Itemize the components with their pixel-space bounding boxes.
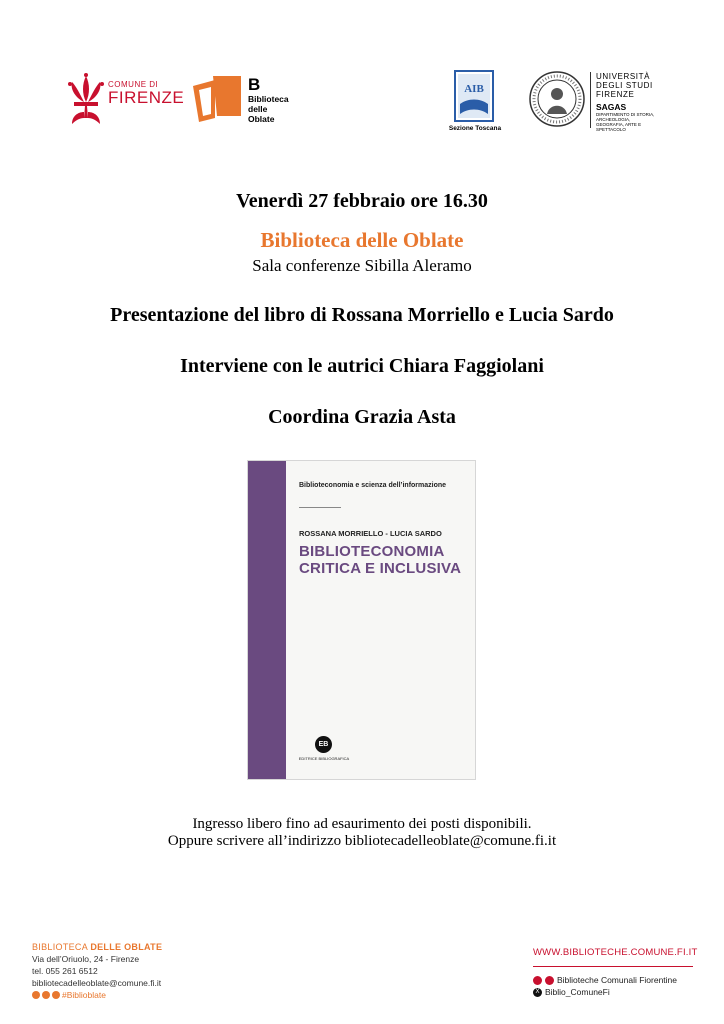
book-spine-band	[248, 461, 286, 779]
footer-social-x[interactable]	[533, 986, 693, 998]
publisher-logo-icon: EB	[315, 736, 332, 753]
university-seal-icon	[528, 70, 586, 128]
youtube-icon[interactable]	[52, 991, 60, 999]
footer-library-contacts	[32, 941, 162, 1001]
entry-info: Ingresso libero fino ad esaurimento dei posti disponibili.	[192, 816, 532, 832]
event-date-time: Venerdì 27 febbraio ore 16.30	[236, 190, 488, 212]
book-title-line1: BIBLIOTECONOMIA	[299, 543, 445, 560]
book-authors: ROSSANA MORRIELLO - LUCIA SARDO	[299, 529, 442, 538]
footer-x-handle: Biblio_ComuneFi	[545, 987, 610, 997]
footer-library-title: BIBLIOTECA DELLE OBLATE	[32, 942, 163, 952]
uni-line3: FIRENZE	[596, 90, 635, 99]
x-icon: X	[533, 988, 542, 997]
oblate-name-line2: delle Oblate	[248, 104, 275, 124]
footer-phone[interactable]: tel. 055 261 6512	[32, 966, 98, 976]
uni-line2: DEGLI STUDI	[596, 81, 653, 90]
comune-di-label: COMUNE DI	[108, 80, 159, 89]
footer-address: Via dell’Oriuolo, 24 - Firenze	[32, 954, 140, 964]
footer-social-name: Biblioteche Comunali Fiorentine	[557, 975, 678, 985]
instagram-icon	[545, 976, 554, 985]
book-cover	[247, 460, 476, 780]
footer-website-link[interactable]: WWW.BIBLIOTECHE.COMUNE.FI.IT	[533, 947, 698, 958]
aib-caption: Sezione Toscana	[448, 125, 502, 132]
presentation-title: Presentazione del libro di Rossana Morriello e Lucia Sardo	[110, 304, 614, 326]
oblate-letter: B	[248, 75, 261, 94]
aib-logo	[442, 70, 508, 134]
sagas-dept-name: DIPARTIMENTO DI STORIA, ARCHEOLOGIA, GEOGRAFIA, ARTE E SPETTACOLO	[596, 112, 655, 132]
book-series: Biblioteconomia e scienza dell’informazione	[299, 482, 447, 489]
oblate-book-icon	[193, 76, 241, 122]
footer-network-links	[533, 947, 698, 998]
contact-info: Oppure scrivere all’indirizzo bibliotecadelleoblate@comune.fi.it	[167, 833, 557, 849]
facebook-icon	[533, 976, 542, 985]
instagram-icon[interactable]	[42, 991, 50, 999]
unifi-logo	[528, 70, 658, 134]
biblioteca-oblate-logo	[193, 76, 288, 126]
firenze-label: FIRENZE	[108, 88, 185, 107]
sagas-label: SAGAS	[596, 102, 627, 112]
aib-book-icon	[454, 70, 494, 122]
footer-social-facebook[interactable]	[533, 974, 693, 986]
speaker-line: Interviene con le autrici Chiara Faggiolani	[180, 355, 544, 377]
oblate-name-line1: Biblioteca	[248, 94, 289, 104]
uni-line1: UNIVERSITÀ	[596, 72, 651, 81]
comune-di-firenze-logo	[66, 72, 185, 128]
publisher-name: EDITRICE BIBLIOGRAFICA	[298, 756, 350, 761]
event-venue: Biblioteca delle Oblate	[260, 228, 464, 252]
florence-lily-icon	[66, 72, 106, 128]
footer-hashtag: #Biblioblate	[62, 990, 106, 1000]
book-title-line2: CRITICA E INCLUSIVA	[299, 560, 462, 577]
coordinator-line: Coordina Grazia Asta	[268, 406, 456, 428]
event-room: Sala conferenze Sibilla Aleramo	[252, 256, 472, 275]
facebook-icon[interactable]	[32, 991, 40, 999]
aib-mark-text: AIB	[464, 83, 484, 95]
footer-social-row	[32, 989, 162, 1001]
footer-email[interactable]: bibliotecadelleoblate@comune.fi.it	[32, 978, 162, 988]
book-title	[299, 543, 461, 577]
